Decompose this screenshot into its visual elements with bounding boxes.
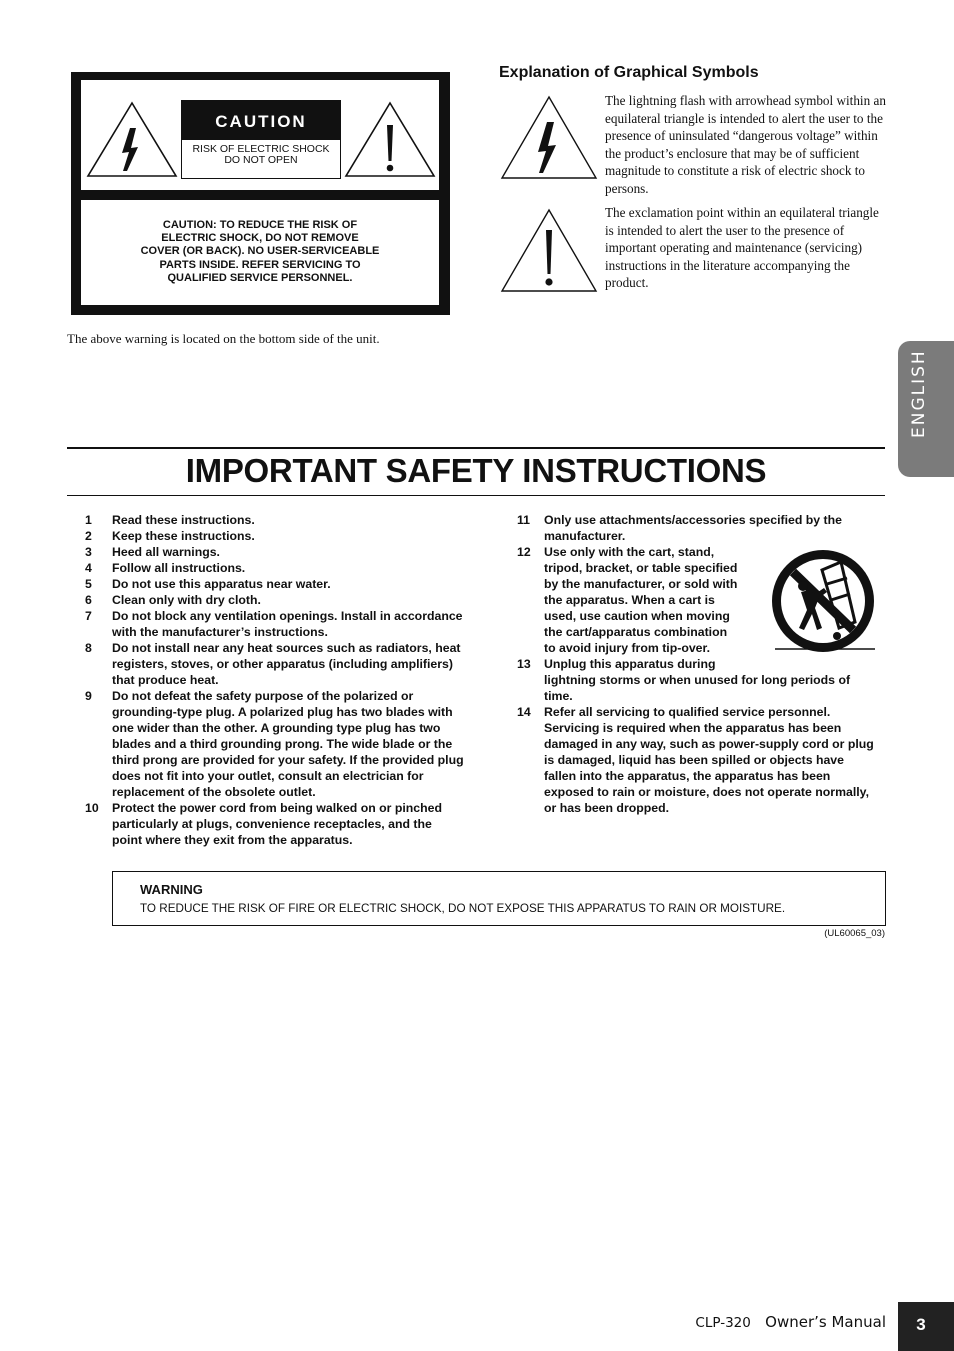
lightning-symbol-description: The lightning flash with arrowhead symbol within an equilateral triangle is intended to alert the user to the presence of uninsulated “dangerous voltage” within the product’s enclosure that may be of sufficient magnitude to constitute a risk of electric shock to persons. <box>605 93 886 196</box>
instruction-line: Unplug this apparatus during <box>544 657 716 671</box>
instruction-line: tripod, bracket, or table specified <box>544 561 738 575</box>
warning-title: WARNING <box>140 882 203 897</box>
instruction-line: used, use caution when moving <box>544 609 730 623</box>
caution-subtitle-line: RISK OF ELECTRIC SHOCK <box>192 143 330 155</box>
instruction-text: Do not use this apparatus near water. <box>112 577 331 591</box>
instruction-number: 13 <box>517 657 531 671</box>
instruction-line: fallen into the apparatus, the apparatus has been <box>544 769 831 783</box>
instruction-number: 11 <box>517 513 530 527</box>
symbols-heading: Explanation of Graphical Symbols <box>499 64 759 81</box>
caution-statement-line: COVER (OR BACK). NO USER-SERVICEABLE <box>140 245 380 258</box>
caution-label <box>181 100 341 179</box>
instruction-number: 14 <box>517 705 531 719</box>
instruction-line: is damaged, liquid has been spilled or objects have <box>544 753 844 767</box>
instruction-line: Use only with the cart, stand, <box>544 545 715 559</box>
instruction-line: damaged in any way, such as power-supply cord or plug <box>544 737 874 751</box>
instruction-line: lightning storms or when unused for long periods of <box>544 673 851 687</box>
instruction-line: manufacturer. <box>544 529 626 543</box>
exclamation-symbol-icon <box>500 208 598 294</box>
instruction-line: by the manufacturer, or sold with <box>544 577 738 591</box>
instruction-item <box>85 640 465 688</box>
instruction-item <box>85 512 465 528</box>
instruction-number: 5 <box>85 577 92 591</box>
instruction-item <box>85 592 465 608</box>
title-rule-bottom <box>67 495 885 496</box>
instruction-number: 6 <box>85 593 92 607</box>
footer-model: CLP-320 <box>695 1315 751 1331</box>
caution-statement-line: PARTS INSIDE. REFER SERVICING TO <box>159 258 361 271</box>
instruction-text: Follow all instructions. <box>112 561 246 575</box>
instruction-text: Heed all warnings. <box>112 545 220 559</box>
exclamation-symbol-description: The exclamation point within an equilateral triangle is intended to alert the user to the presence of important operating and maintenance (servicing) instructions in the literature accompanying the product. <box>605 205 879 291</box>
title-rule-top <box>67 447 885 449</box>
lightning-warning-icon <box>86 101 178 178</box>
language-tab-label: ENGLISH <box>909 349 929 438</box>
instruction-item <box>85 528 465 544</box>
instruction-item <box>85 544 465 560</box>
warning-text: TO REDUCE THE RISK OF FIRE OR ELECTRIC SHOCK, DO NOT EXPOSE THIS APPARATUS TO RAIN OR MOISTURE. <box>140 902 786 915</box>
caution-statement-line: QUALIFIED SERVICE PERSONNEL. <box>167 271 353 284</box>
instruction-number: 7 <box>85 609 92 623</box>
instruction-line: the cart/apparatus combination <box>544 625 728 639</box>
instruction-number: 12 <box>517 545 531 559</box>
instruction-number: 1 <box>85 513 92 527</box>
lightning-symbol-icon <box>500 95 598 181</box>
instruction-text: Do not block any ventilation openings. Install in accordance with the manufacturer’s instructions. <box>112 609 463 639</box>
instruction-line: exposed to rain or moisture, does not operate normally, <box>544 785 870 799</box>
instruction-line: to avoid injury from tip-over. <box>544 641 711 655</box>
warning-location-note: The above warning is located on the bottom side of the unit. <box>67 331 380 346</box>
instruction-item <box>517 656 887 704</box>
instruction-number: 3 <box>85 545 92 559</box>
caution-label-title: CAUTION <box>182 101 340 140</box>
caution-statement <box>81 219 439 285</box>
instruction-text: Read these instructions. <box>112 513 255 527</box>
instruction-number: 2 <box>85 529 92 543</box>
footer-manual-title <box>690 1313 886 1331</box>
exclamation-warning-icon <box>344 101 436 178</box>
instruction-text: Keep these instructions. <box>112 529 255 543</box>
ul-reference-code: (UL60065_03) <box>824 928 885 939</box>
instruction-text: Protect the power cord from being walked on or pinched particularly at plugs, convenience receptacles, and the point where they exit from the apparatus. <box>112 801 443 847</box>
instruction-number: 10 <box>85 801 99 815</box>
instruction-line: Refer all servicing to qualified service personnel. <box>544 705 831 719</box>
caution-statement-line: CAUTION: TO REDUCE THE RISK OF <box>162 219 358 231</box>
page-title: IMPORTANT SAFETY INSTRUCTIONS <box>185 452 767 489</box>
instruction-line: Only use attachments/accessories specified by the <box>544 513 842 527</box>
page-number: 3 <box>916 1315 926 1334</box>
caution-subtitle-line: DO NOT OPEN <box>224 154 298 166</box>
cart-tip-over-icon <box>767 548 879 658</box>
instruction-item <box>85 688 465 800</box>
instruction-item <box>517 704 887 816</box>
instruction-item <box>517 512 887 544</box>
instructions-left-column <box>85 512 465 848</box>
instruction-line: Servicing is required when the apparatus has been <box>544 721 842 735</box>
instruction-line: time. <box>544 689 573 703</box>
instruction-item <box>85 800 465 848</box>
instruction-text: Do not defeat the safety purpose of the polarized or grounding-type plug. A polarized plug has two blades with one wider than the other. A grounding type plug has two blades and a third grounding prong. The wide blade or the third prong are provided for your safety. If the provided plug does not fit into your outlet, consult an electrician for replacement of the obsolete outlet. <box>112 689 464 799</box>
caution-label-subtitle <box>182 144 340 166</box>
instruction-number: 9 <box>85 689 92 703</box>
instruction-item <box>85 576 465 592</box>
instruction-item <box>85 560 465 576</box>
instruction-number: 4 <box>85 561 92 575</box>
instruction-line: the apparatus. When a cart is <box>544 593 715 607</box>
instruction-number: 8 <box>85 641 92 655</box>
footer-manual: Owner’s Manual <box>765 1313 886 1331</box>
page-number-box <box>898 1302 954 1351</box>
instruction-line: or has been dropped. <box>544 801 670 815</box>
warning-box <box>112 871 886 926</box>
caution-statement-line: ELECTRIC SHOCK, DO NOT REMOVE <box>161 232 359 245</box>
instruction-text: Do not install near any heat sources such as radiators, heat registers, stoves, or other apparatus (including amplifiers) that produce heat. <box>112 641 461 687</box>
instruction-item <box>85 608 465 640</box>
instruction-text: Clean only with dry cloth. <box>112 593 261 607</box>
